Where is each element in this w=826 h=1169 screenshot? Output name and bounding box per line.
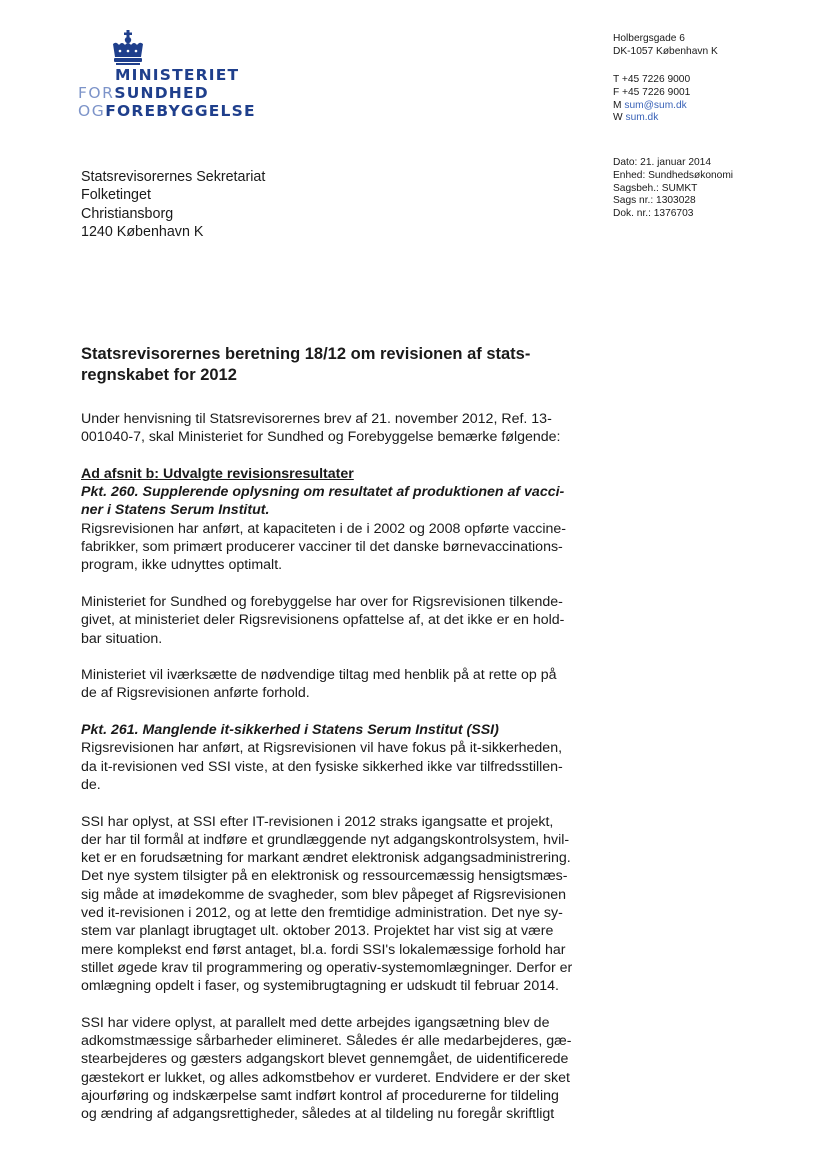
logo-text-sundhed <box>78 85 209 102</box>
crown-icon <box>108 30 148 68</box>
logo-line2-prefix: FOR <box>78 84 115 102</box>
recipient-line: 1240 København K <box>81 223 204 240</box>
document-meta <box>613 157 733 221</box>
pkt261-heading: Pkt. 261. Manglende it-sikkerhed i Statens Serum Institut (SSI) <box>81 722 499 739</box>
intro-paragraph: Under henvisning til Statsrevisorernes brev af 21. november 2012, Ref. 13- 001040-7, skal Ministeriet for Sundhed og Forebyggelse bemærke følgende: <box>81 411 561 446</box>
sender-street: Holbergsgade 6 <box>613 33 685 44</box>
pkt261-paragraph: Rigsrevisionen har anført, at Rigsrevisionen vil have fokus på it-sikkerheden, da it-revisionen ved SSI viste, at den fysiske sikkerhed ikke var tilfredsstillen- de. <box>81 740 563 793</box>
document-title: Statsrevisorernes beretning 18/12 om revisionen af stats- regnskabet for 2012 <box>81 345 531 384</box>
recipient-address <box>81 168 265 241</box>
meta-caseworker: Sagsbeh.: SUMKT <box>613 182 698 194</box>
sender-fax: F +45 7226 9001 <box>613 86 691 98</box>
sender-mail-link[interactable]: sum@sum.dk <box>624 99 687 111</box>
meta-date: Dato: 21. januar 2014 <box>613 157 711 168</box>
logo-line2: SUNDHED <box>114 84 209 102</box>
logo-line3-prefix: OG <box>78 102 106 120</box>
mail-label: M <box>613 99 622 111</box>
section-heading: Ad afsnit b: Udvalgte revisionsresultater <box>81 465 354 482</box>
pkt261-paragraph: SSI har oplyst, at SSI efter IT-revisionen i 2012 straks igangsatte et projekt, der har til formål at indføre et grundlæggende nyt adgangskontrolsystem, hvil- ket er en forudsætning for markant ændret elektronisk adgangsadministrering. Det nye system tilsigter på en elektronisk og ressourcemæssig hensigtsmæs- sig måde at imødekomme de svagheder, som blev påpeget af Rigsrevisionen ved it-revisionen i 2012, og at lette den fremtidige administration. Det nye sy- stem var planlagt ibrugtaget ult. oktober 2013. Projektet har vist sig at være mere komplekst end først antaget, bl.a. fordi SSI's lokalemæssige forhold har stillet øgede krav til programmering og operativ-systemomlægninger. Derfor er omlægning opdelt i faser, og systemibrugtagning er udskudt til februar 2014. <box>81 813 573 995</box>
pkt260-heading: Pkt. 260. Supplerende oplysning om resultatet af produktionen af vacci- ner i Statens Serum Institut. <box>81 484 565 519</box>
letter-body <box>81 344 601 1124</box>
pkt261-paragraph: SSI har videre oplyst, at parallelt med dette arbejdes igangsætning blev de adkomstmæssige sårbarheder elimineret. Således ér alle medarbejderes, gæ- stearbejderes og gæsters adgangskort blevet gennemgået, de uidentificerede gæstekort er lukket, og alles adkomstbehov er vurderet. Endvidere er der sket ajourføring og indskærpelse samt indført kontrol af procedurerne for tildeling og ændring af adgangsrettigheder, således at al tildeling nu foregår skriftligt <box>81 1014 572 1123</box>
sender-mail-row <box>613 100 690 113</box>
sender-web-row <box>613 112 690 125</box>
logo-line1: MINISTERIET <box>115 66 240 84</box>
web-label: W <box>613 112 623 124</box>
pkt260-paragraph: Rigsrevisionen har anført, at kapaciteten i de i 2002 og 2008 opførte vaccine- fabrikker, som primært producerer vacciner til det danske børnevaccinations- program, ikke udnyttes optimalt. <box>81 520 567 574</box>
pkt260-paragraph: Ministeriet vil iværksætte de nødvendige tiltag med henblik på at rette op på de af Rigsrevisionen anførte forhold. <box>81 667 557 702</box>
sender-contact <box>613 74 690 125</box>
sender-address <box>613 33 718 59</box>
meta-doc-number: Dok. nr.: 1376703 <box>613 208 694 220</box>
meta-unit: Enhed: Sundhedsøkonomi <box>613 169 734 181</box>
recipient-line: Folketinget <box>81 187 151 204</box>
recipient-line: Christiansborg <box>81 205 174 222</box>
sender-phone: T +45 7226 9000 <box>613 74 691 85</box>
sender-web-link[interactable]: sum.dk <box>625 112 659 124</box>
pkt260-paragraph: Ministeriet for Sundhed og forebyggelse har over for Rigsrevisionen tilkende- givet, at ministeriet deler Rigsrevisionens opfattelse af, at det ikke er en hold- bar situation. <box>81 593 565 647</box>
logo-text-forebyggelse <box>78 103 256 120</box>
recipient-line: Statsrevisorernes Sekretariat <box>81 169 266 185</box>
logo-line3: FOREBYGGELSE <box>105 102 256 120</box>
sender-city: DK-1057 København K <box>613 45 718 57</box>
logo-text-ministeriet <box>115 67 239 84</box>
meta-case-number: Sags nr.: 1303028 <box>613 195 696 207</box>
